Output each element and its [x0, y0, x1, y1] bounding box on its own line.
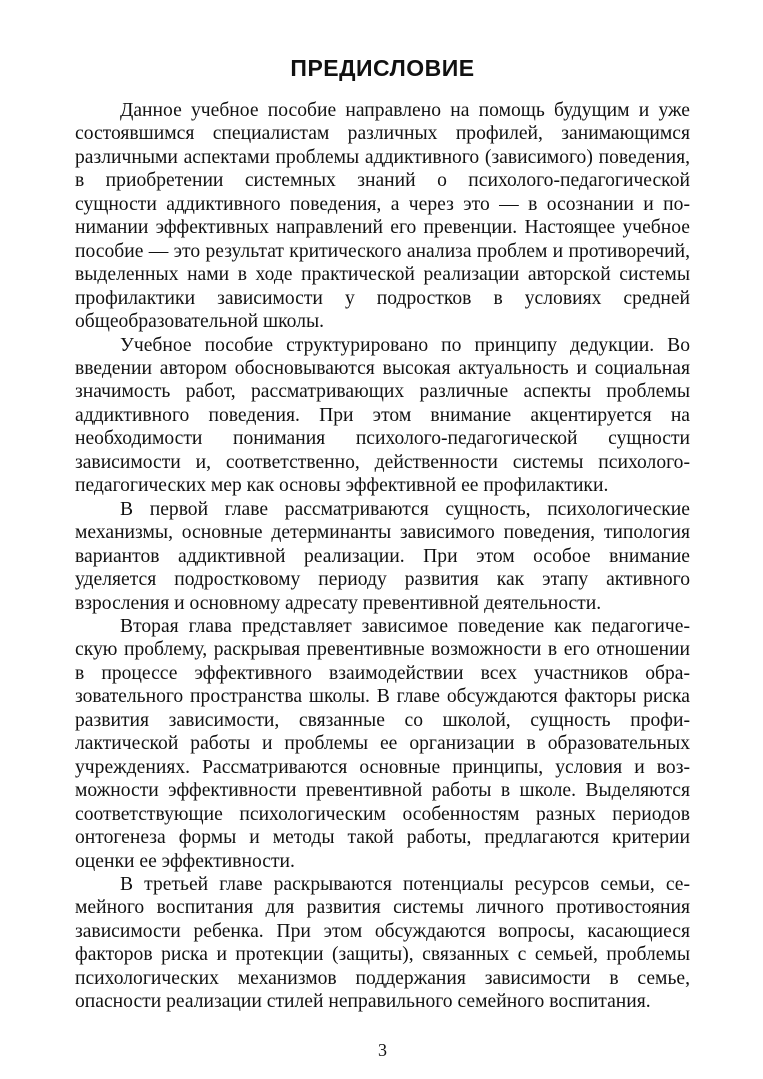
- paragraph: Данное учебное пособие направлено на помощь будущим и уже состоявшимся специалистам различных профилей, занимающимся различными аспектами проблемы аддиктивного (зависимого) поведения, в приобретении системных знаний о психолого-педагогической сущности аддиктивного поведения, а через это — в осознании и понимании эффективных направлений его превенции. Настоящее учебное пособие — это результат критического анализа проблем и противоречий, выделенных нами в ходе практической реализации авторской системы профилактики зависимости у подростков в условиях средней общеобразовательной школы.: [75, 100, 690, 333]
- paragraph: Учебное пособие структурировано по принципу дедукции. Во введении автором обосновываются высокая актуальность и социальная значимость работ, рассматривающих различные аспекты проблемы аддиктивного поведения. При этом внимание акцентируется на необходимости понимания психолого-педагогической сущности зависимости и, соответственно, действенности системы психолого-педагогических мер как основы эффективной ее профилактики.: [75, 334, 690, 497]
- page-title: ПРЕДИСЛОВИЕ: [290, 55, 475, 81]
- paragraph: В первой главе рассматриваются сущность, психологические механизмы, основные детерминанты зависимого поведения, типология вариантов аддиктивной реализации. При этом особое внимание уделяется подростковому периоду развития как этапу активного взросления и основному адресату превентивной деятельности.: [75, 498, 690, 614]
- body-text: [75, 99, 690, 1014]
- paragraph: Вторая глава представляет зависимое поведение как педагогическую проблему, раскрывая превентивные возможности в его отношении в процессе эффективного взаимодействии всех участников образовательного пространства школы. В главе обсуждаются факторы риска развития зависимости, связанные со школой, сущность профилактической работы и проблемы ее организации в образовательных учреждениях. Рассматриваются основные принципы, условия и возможности эффективности превентивной работы в школе. Выделяются соответствующие психологическим особенностям разных периодов онтогенеза формы и методы такой работы, предлагаются критерии оценки ее эффективности.: [75, 615, 690, 872]
- page-number: 3: [378, 1040, 387, 1060]
- paragraph: В третьей главе раскрываются потенциалы ресурсов семьи, семейного воспитания для развития системы личного противостояния зависимости ребенка. При этом обсуждаются вопросы, касающиеся факторов риска и протекции (защиты), связанных с семьей, проблемы психологических механизмов поддержания зависимости в семье, опасности реализации стилей неправильного семейного воспитания.: [75, 873, 690, 1013]
